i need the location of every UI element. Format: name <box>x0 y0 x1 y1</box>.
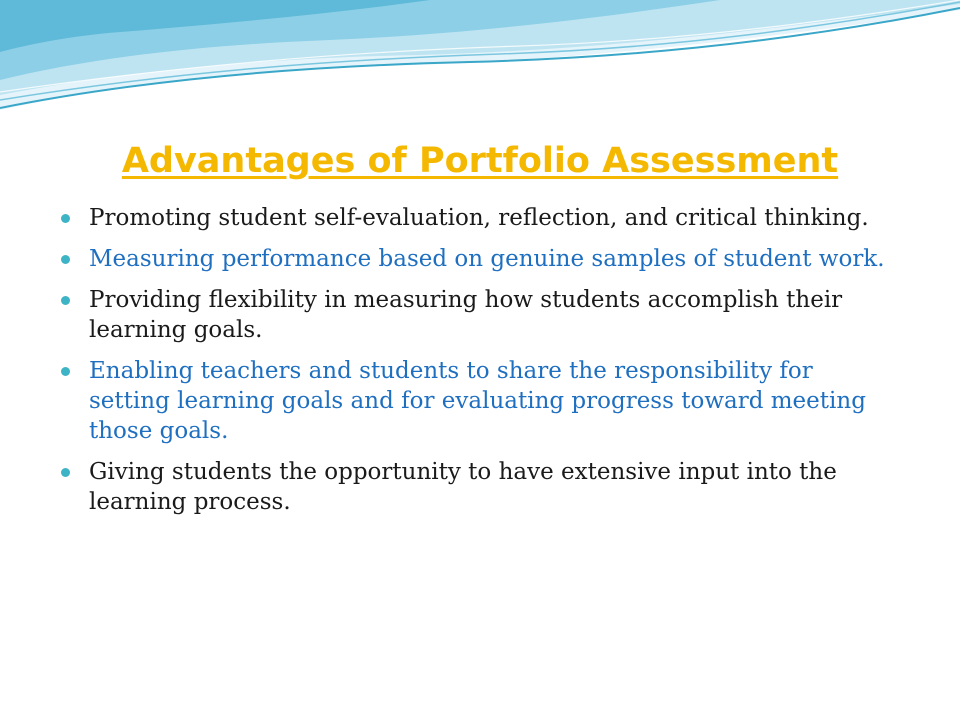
bullet-list <box>58 203 894 528</box>
bullet-text: Enabling teachers and students to share the responsibility for setting learning goals and for evaluating progress toward meeting those goals. <box>89 358 866 444</box>
bullet-text: Promoting student self-evaluation, reflection, and critical thinking. <box>89 205 869 231</box>
bullet-dot-icon <box>61 367 70 376</box>
bullet-dot-icon <box>61 255 70 264</box>
bullet-dot-icon <box>61 214 70 223</box>
bullet-text: Providing flexibility in measuring how students accomplish their learning goals. <box>89 287 843 343</box>
bullet-text: Measuring performance based on genuine samples of student work. <box>89 246 885 272</box>
bullet-item <box>58 203 894 233</box>
bullet-item <box>58 244 894 274</box>
bullet-text: Giving students the opportunity to have extensive input into the learning process. <box>89 459 837 515</box>
bullet-item <box>58 457 894 517</box>
slide-title: Advantages of Portfolio Assessment <box>121 141 839 181</box>
bullet-dot-icon <box>61 296 70 305</box>
bullet-dot-icon <box>61 468 70 477</box>
bullet-item <box>58 356 894 446</box>
bullet-item <box>58 285 894 345</box>
wave-header-decoration <box>0 0 960 130</box>
